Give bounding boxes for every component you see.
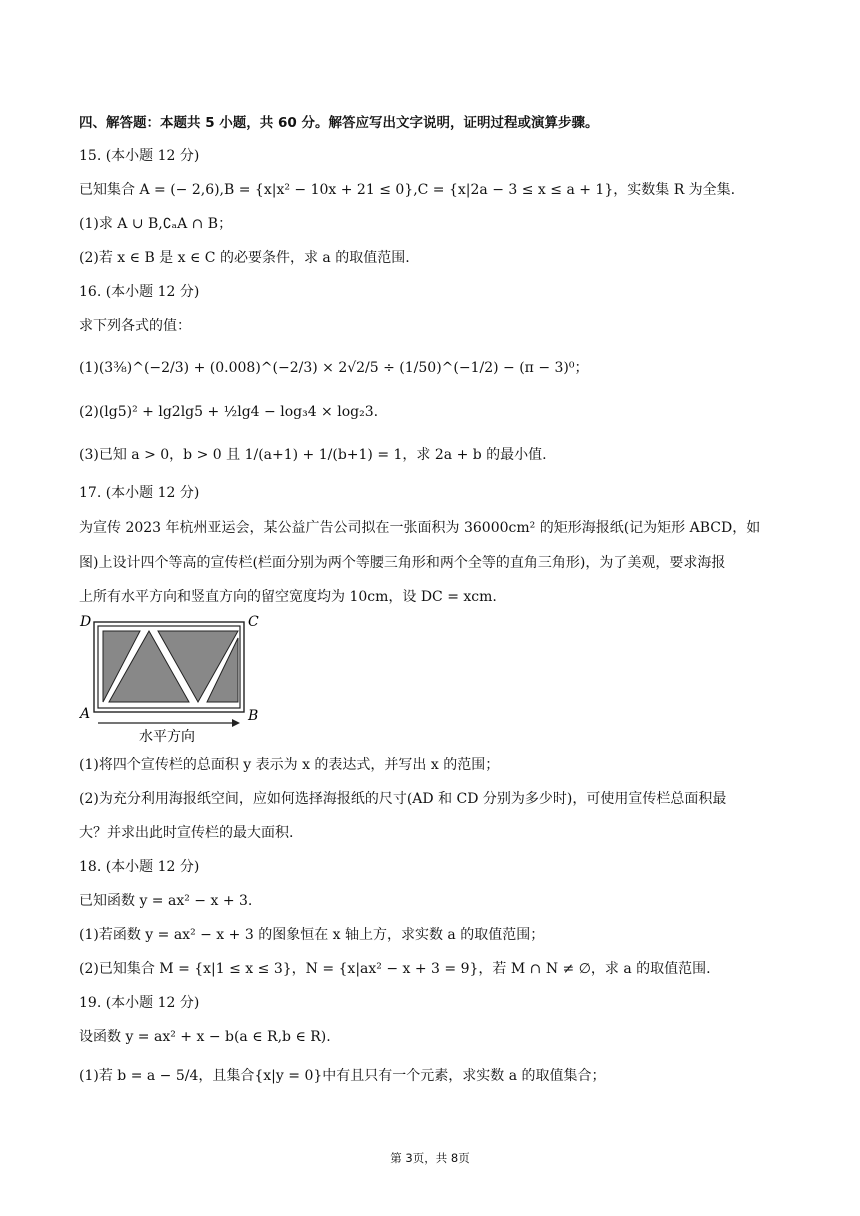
q18-stem: 已知函数 y = ax² − x + 3. [79,893,253,909]
q17-part2-cont: 大？并求出此时宣传栏的最大面积. [79,825,294,841]
page-footer: 第 3页，共 8页 [390,1151,470,1165]
q17-header: 17. (本小题 12 分) [79,485,200,501]
q19-part1: (1)若 b = a − 5/4，且集合{x|y = 0}中有且只有一个元素，求实数 a 的取值集合； [79,1068,606,1084]
q17-part2: (2)为充分利用海报纸空间，应如何选择海报纸的尺寸(AD 和 CD 分别为多少时)，可使用宣传栏总面积最 [79,791,727,807]
q16-header: 16. (本小题 12 分) [79,284,200,300]
horizontal-direction-label: 水平方向 [139,729,195,745]
q18-part1: (1)若函数 y = ax² − x + 3 的图象恒在 x 轴上方，求实数 a 的取值范围； [79,927,545,943]
q19-header: 19. (本小题 12 分) [79,995,200,1011]
label-B: B [248,708,259,724]
q15-stem: 已知集合 A = (− 2,6),B = {x|x² − 10x + 21 ≤ 0},C = {x|2a − 3 ≤ x ≤ a + 1}，实数集 R 为全集. [79,182,736,198]
q16-part1: (1)(3³⁄₈)^(−2/3) + (0.008)^(−2/3) × 2√2/5 ÷ (1/50)^(−1/2) − (π − 3)⁰； [79,360,589,376]
q18-header: 18. (本小题 12 分) [79,859,200,875]
poster-figure [76,612,266,747]
q16-part2: (2)(lg5)² + lg2lg5 + ½lg4 − log₃4 × log₂3. [79,404,379,420]
q17-line1: 为宣传 2023 年杭州亚运会，某公益广告公司拟在一张面积为 36000cm² 的矩形海报纸(记为矩形 ABCD，如 [79,520,761,536]
q18-part2: (2)已知集合 M = {x|1 ≤ x ≤ 3}，N = {x|ax² − x + 3 = 9}，若 M ∩ N ≠ ∅，求 a 的取值范围. [79,961,711,977]
label-A: A [80,706,91,722]
q15-header: 15. (本小题 12 分) [79,148,200,164]
q16-stem: 求下列各式的值： [79,318,191,334]
label-D: D [80,614,92,630]
q17-part1: (1)将四个宣传栏的总面积 y 表示为 x 的表达式，并写出 x 的范围； [79,757,500,773]
q17-line2: 图)上设计四个等高的宣传栏(栏面分别为两个等腰三角形和两个全等的直角三角形)，为了美观，要求海报 [79,555,726,571]
label-C: C [248,614,259,630]
horizontal-arrow-head [232,719,240,727]
q15-part1: (1)求 A ∪ B,∁ₐA ∩ B； [79,216,233,232]
q15-part2: (2)若 x ∈ B 是 x ∈ C 的必要条件，求 a 的取值范围. [79,250,410,266]
section-title: 四、解答题：本题共 5 小题，共 60 分。解答应写出文字说明，证明过程或演算步骤。 [79,115,599,131]
q16-part3: (3)已知 a > 0，b > 0 且 1/(a+1) + 1/(b+1) = 1，求 2a + b 的最小值. [79,447,547,463]
q17-line3: 上所有水平方向和竖直方向的留空宽度均为 10cm，设 DC = xcm. [79,589,497,605]
q19-stem: 设函数 y = ax² + x − b(a ∈ R,b ∈ R). [79,1029,331,1045]
